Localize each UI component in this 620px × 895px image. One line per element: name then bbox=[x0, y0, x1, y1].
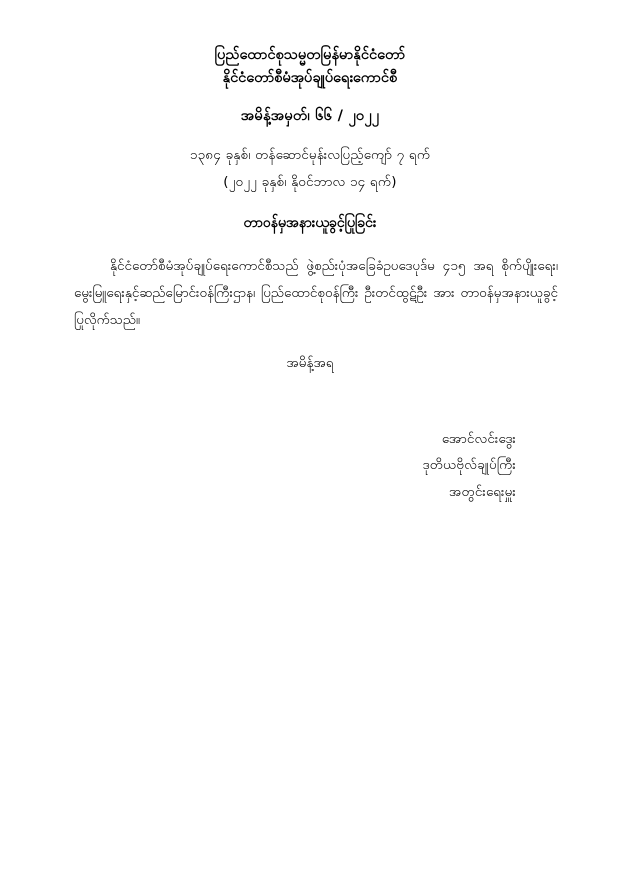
order-number: အမိန့်အမှတ်၊ ၆၆ / ၂၀၂၂ bbox=[240, 107, 380, 124]
body-paragraph: နိုင်ငံတော်စီမံအုပ်ချုပ်ရေးကောင်စီသည် ဖွဲ့စည်းပုံအခြေခံဥပဒေပုဒ်မ ၄၁၅ အရ စိုက်ပျိုးရေး၊မွေးမြူရေးနှင့်ဆည်မြောင်းဝန်ကြီးဌာန၊ ပြည်ထောင်စုဝန်ကြီး ဦးတင်ထွဋ်ဦး အား တာဝန်မှအနားယူခွင့်ပြုလိုက်သည်။ bbox=[74, 257, 558, 328]
date-line-gregorian: (၂၀၂၂ ခုနှစ်၊ နိုဝင်ဘာလ ၁၄ ရက်) bbox=[223, 173, 397, 190]
document-header bbox=[56, 44, 564, 90]
signatory-role: အတွင်းရေးမှူး bbox=[448, 483, 516, 500]
document-subject: တာဝန်မှအနားယူခွင့်ပြုခြင်း bbox=[243, 214, 377, 231]
header-council-line: နိုင်ငံတော်စီမံအုပ်ချုပ်ရေးကောင်စီ bbox=[222, 70, 398, 87]
closing-line: အမိန့်အရ bbox=[286, 354, 334, 371]
header-country-line: ပြည်ထောင်စုသမ္မတမြန်မာနိုင်ငံတော် bbox=[214, 47, 406, 63]
document-body bbox=[56, 253, 564, 334]
signatory-rank: ဒုတိယဗိုလ်ချုပ်ကြီး bbox=[422, 457, 516, 474]
signature-block bbox=[56, 426, 564, 505]
date-line-myanmar: ၁၃၈၄ ခုနှစ်၊ တန်ဆောင်မုန်းလပြည့်ကျော် ၇ ရက် bbox=[189, 146, 431, 163]
signatory-name: အောင်လင်းဒွေး bbox=[441, 430, 516, 447]
